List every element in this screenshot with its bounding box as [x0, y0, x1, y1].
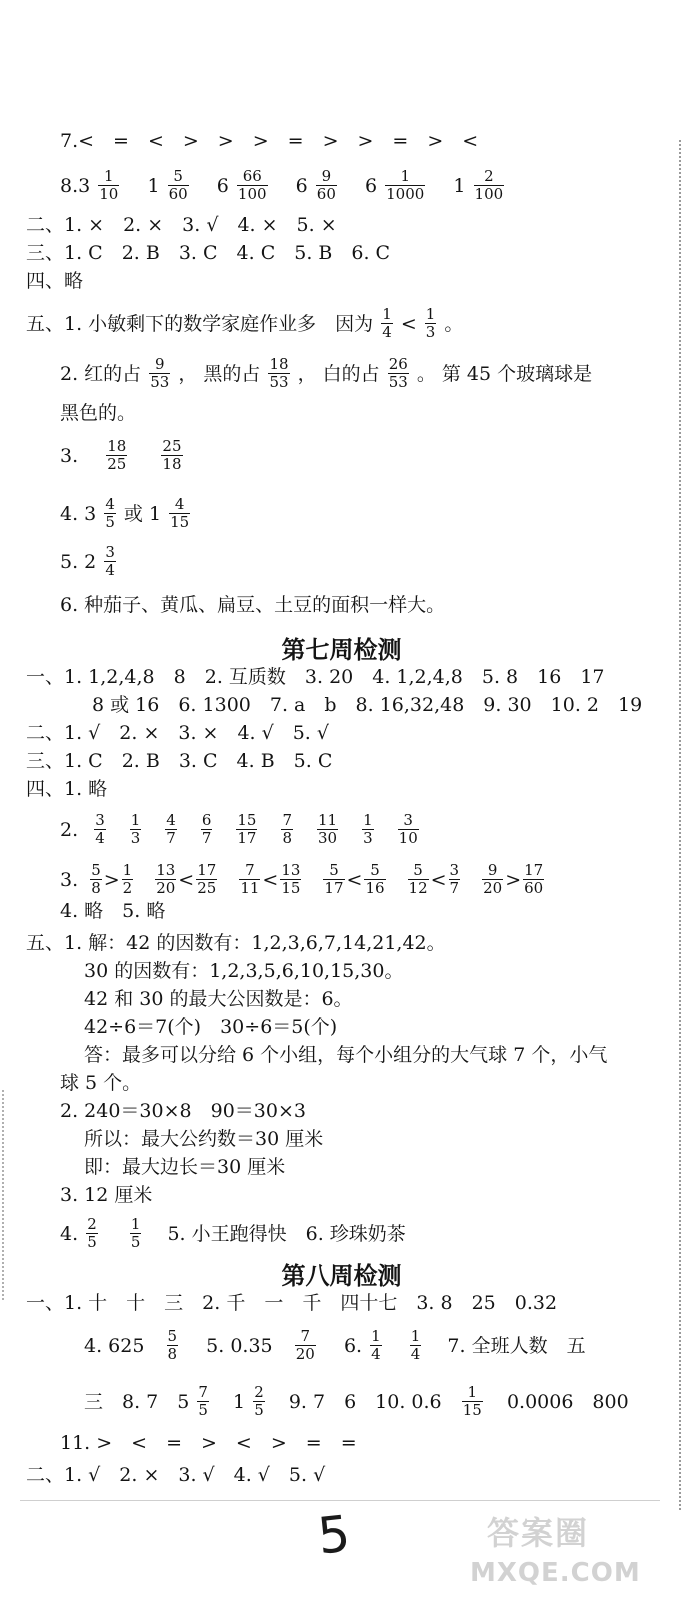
numerator: 5: [370, 861, 380, 879]
week7-title: 第七周检测: [281, 636, 402, 664]
comparison-sign: >: [103, 868, 120, 891]
answer-text: 8.3: [60, 174, 91, 197]
week8-title: 第八周检测: [281, 1262, 402, 1290]
watermark-logo: 答案圈: [487, 1514, 590, 1552]
fraction: [281, 812, 293, 847]
answer-text: ， 白的占: [297, 362, 380, 385]
fraction: $\frac{2}{5}$: [87, 1215, 97, 1251]
denominator: 60: [524, 879, 544, 897]
fraction: $\frac{25}{18}$: [162, 437, 182, 473]
answer-text: 42 和 30 的最大公因数是：6。: [84, 988, 353, 1010]
fraction: [90, 862, 102, 897]
fraction: $\frac{2}{5}$: [254, 1383, 264, 1419]
denominator: 25: [197, 879, 217, 897]
numerator: 15: [237, 811, 257, 829]
binding-edge-left: [2, 1090, 4, 1300]
denominator: 8: [282, 829, 293, 847]
denominator: 17: [324, 879, 344, 897]
answer-text: 答：最多可以分给 6 个小组，每个小组分的大气球 7 个，小气: [84, 1044, 608, 1066]
answer-text: 6: [216, 174, 229, 197]
denominator: 20: [483, 879, 503, 897]
comparison-sign: >: [505, 868, 522, 891]
numerator: 1: [363, 811, 373, 829]
answer-text: 1: [233, 1390, 246, 1413]
denominator: 3: [363, 829, 373, 847]
answer-text: 即：最大边长＝30 厘米: [84, 1156, 286, 1178]
answer-text: 1: [453, 174, 466, 197]
fraction: $\frac{1}{10}$: [99, 167, 119, 203]
answer-text: 5. 小王跑得快 6. 珍珠奶茶: [167, 1222, 406, 1245]
fraction: $\frac{1}{4}$: [371, 1327, 381, 1363]
fraction: [94, 812, 106, 847]
denominator: 7: [449, 879, 460, 897]
answer-text: 四、1. 略: [26, 778, 108, 800]
part-5-q3: [60, 438, 675, 473]
answer-text: 四、略: [26, 270, 84, 292]
fraction: $\frac{1}{5}$: [130, 1215, 141, 1251]
answer-text: 三、1. C 2. B 3. C 4. B 5. C: [26, 750, 333, 772]
fraction: $\frac{1}{15}$: [462, 1383, 482, 1419]
answer-text: 5. 2: [60, 550, 97, 573]
comparison-sign: <: [430, 868, 447, 891]
answer-text: 二、1. √ 2. × 3. × 4. √ 5. √: [26, 722, 329, 744]
week7-part1-line1: [26, 662, 675, 691]
numerator: 3: [449, 861, 460, 879]
answer-text: 2. 240＝30×8 90＝30×3: [60, 1100, 306, 1122]
fraction: $\frac{7}{5}$: [198, 1383, 208, 1419]
fraction: [122, 862, 134, 897]
fraction: [236, 812, 257, 847]
fraction: $\frac{4}{5}$: [105, 495, 115, 531]
week7-part5-q2: [60, 1096, 675, 1125]
numerator: 5: [91, 861, 101, 879]
fraction: $\frac{1}{1000}$: [386, 167, 425, 203]
part-5-q1: [26, 306, 675, 341]
week7-part5-q4: [60, 1216, 675, 1251]
answer-text: 6. 种茄子、黄瓜、扁豆、土豆的面积一样大。: [60, 594, 446, 616]
answer-text: 或 1: [123, 502, 162, 525]
answer-text: 五、1. 解：42 的因数有：1,2,3,6,7,14,21,42。: [26, 932, 446, 954]
week8-part1-line4: [60, 1428, 675, 1457]
fraction: [408, 862, 429, 897]
answer-text: 二、1. √ 2. × 3. √ 4. √ 5. √: [26, 1464, 326, 1486]
answer-text: 7. 全班人数 五: [447, 1334, 586, 1357]
week8-part1-line2: [84, 1328, 675, 1363]
fraction: [398, 812, 419, 847]
answer-text: 一、1. 1,2,4,8 8 2. 互质数 3. 20 4. 1,2,4,8 5. 8 16 17: [26, 666, 605, 688]
answer-line-7: [60, 126, 675, 155]
comparison-sign: <: [400, 312, 417, 335]
fraction: [280, 862, 301, 897]
answer-text: 1: [147, 174, 160, 197]
answer-text: 6.: [343, 1334, 363, 1357]
week7-part5-q1-line5: [84, 1040, 675, 1069]
denominator: 12: [408, 879, 428, 897]
numerator: 7: [282, 811, 293, 829]
fraction: [196, 862, 217, 897]
answer-text: 30 的因数有：1,2,3,5,6,10,15,30。: [84, 960, 404, 982]
denominator: 16: [365, 879, 385, 897]
fraction: [523, 862, 544, 897]
answer-text: 4. 625: [84, 1334, 145, 1357]
numerator: 17: [197, 861, 217, 879]
fraction: $\frac{3}{4}$: [105, 543, 115, 579]
fraction: [155, 862, 176, 897]
week8-part1-line3: [84, 1384, 675, 1419]
denominator: 30: [318, 829, 338, 847]
week7-part5-q2-line2: [84, 1124, 675, 1153]
denominator: 7: [201, 829, 212, 847]
watermark-url: MXQE.COM: [470, 1558, 641, 1588]
fraction: [201, 812, 213, 847]
answer-text: 4. 3: [60, 502, 97, 525]
week7-part5-q1-line3: [84, 984, 675, 1013]
answer-text: 6: [295, 174, 308, 197]
part-5-q2: [60, 356, 675, 391]
fraction: $\frac{9}{60}$: [316, 167, 336, 203]
fraction: $\frac{4}{15}$: [170, 495, 190, 531]
part-5-q2-cont: [60, 398, 675, 427]
binding-edge-right: [679, 140, 681, 1510]
week7-part3: [26, 746, 675, 775]
week7-part5-q2-line3: [84, 1152, 675, 1181]
fraction: $\frac{1}{4}$: [410, 1327, 421, 1363]
denominator: 7: [166, 829, 176, 847]
week7-part4-q1: [26, 774, 675, 803]
answer-text: 所以：最大公约数＝30 厘米: [84, 1128, 324, 1150]
fraction: $\frac{18}{25}$: [107, 437, 127, 473]
numerator: 1: [122, 861, 133, 879]
numerator: 9: [487, 861, 498, 879]
fraction: $\frac{9}{53}$: [150, 355, 170, 391]
answer-text: 7.< = < > > > = > > = > <: [60, 130, 479, 152]
numerator: 11: [318, 811, 338, 829]
answer-text: 三、1. C 2. B 3. C 4. C 5. B 6. C: [26, 242, 391, 264]
numerator: 4: [166, 811, 176, 829]
fraction: [239, 862, 260, 897]
fraction: [449, 862, 461, 897]
fraction: $\frac{1}{4}$: [382, 305, 392, 341]
answer-text: 。: [444, 312, 464, 335]
answer-text: 三 8. 7 5: [84, 1390, 190, 1413]
answer-text: 。 第 45 个玻璃球是: [416, 362, 593, 385]
answer-text: 8 或 16 6. 1300 7. a b 8. 16,32,48 9. 30 10. 2 19: [92, 694, 643, 716]
fraction: $\frac{5}{8}$: [167, 1327, 178, 1363]
numerator: 6: [201, 811, 212, 829]
denominator: 3: [130, 829, 141, 847]
fraction: [362, 812, 374, 847]
fraction: $\frac{1}{3}$: [425, 305, 436, 341]
answer-text: ， 黑的占: [178, 362, 261, 385]
denominator: 15: [281, 879, 301, 897]
part-5-q6: [60, 590, 675, 619]
week7-part5-q1-line4: [84, 1012, 675, 1041]
numerator: 17: [524, 861, 544, 879]
week7-part4-q3: [60, 862, 675, 897]
numerator: 7: [245, 861, 255, 879]
fraction: [323, 862, 344, 897]
answer-text: 2.: [60, 818, 79, 841]
comparison-sign: <: [346, 868, 363, 891]
answer-text: 3.: [60, 868, 79, 891]
denominator: 4: [95, 829, 105, 847]
answer-text: 4.: [60, 1222, 79, 1245]
answer-text: 42÷6＝7(个) 30÷6＝5(个): [84, 1016, 338, 1038]
denominator: 17: [237, 829, 257, 847]
numerator: 13: [156, 861, 176, 879]
fraction: $\frac{7}{20}$: [295, 1327, 315, 1363]
answer-line-8: [60, 168, 675, 203]
numerator: 5: [413, 861, 423, 879]
comparison-sign: <: [178, 868, 195, 891]
part-2-answers: [26, 210, 675, 239]
week7-part5-q1: [26, 928, 675, 957]
week7-part1-line2: [92, 690, 675, 719]
bottom-divider: [20, 1500, 660, 1501]
answer-text: 4. 略 5. 略: [60, 900, 166, 922]
week7-part5-q3: [60, 1180, 675, 1209]
week7-part4-q4: [60, 896, 675, 925]
answer-text: 二、1. × 2. × 3. √ 4. × 5. ×: [26, 214, 337, 236]
week8-part1-line1: [26, 1288, 675, 1317]
page-number: 5: [315, 1504, 353, 1566]
answer-text: 五、1. 小敏剩下的数学家庭作业多 因为: [26, 312, 374, 335]
numerator: 5: [329, 861, 339, 879]
answer-text: 3.: [60, 444, 79, 467]
answer-text: 0.0006 800: [506, 1390, 629, 1413]
denominator: 11: [240, 879, 260, 897]
week7-part4-q2: [60, 812, 675, 847]
fraction: [165, 812, 177, 847]
answer-text: 6: [364, 174, 378, 197]
fraction: [317, 812, 338, 847]
fraction: $\frac{66}{100}$: [237, 167, 267, 203]
answer-text: 9. 7 6 10. 0.6: [288, 1390, 442, 1413]
part-5-q4: [60, 496, 675, 531]
answer-text: 3. 12 厘米: [60, 1184, 153, 1206]
denominator: 10: [398, 829, 418, 847]
denominator: 8: [91, 879, 101, 897]
fraction: $\frac{5}{60}$: [168, 167, 188, 203]
part-4-answers: [26, 266, 675, 295]
denominator: 2: [122, 879, 133, 897]
numerator: 1: [130, 811, 141, 829]
week7-part5-q1-line2: [84, 956, 675, 985]
answer-text: 2. 红的占: [60, 362, 142, 385]
fraction: [130, 812, 142, 847]
part-3-answers: [26, 238, 675, 267]
numerator: 3: [403, 811, 413, 829]
numerator: 3: [95, 811, 105, 829]
answer-text: 黑色的。: [60, 402, 137, 424]
fraction: $\frac{2}{100}$: [474, 167, 504, 203]
fraction: [364, 862, 385, 897]
denominator: 20: [156, 879, 176, 897]
week7-part2: [26, 718, 675, 747]
fraction: $\frac{18}{53}$: [269, 355, 289, 391]
fraction: $\frac{26}{53}$: [388, 355, 408, 391]
week7-part5-q1-line6: [60, 1068, 675, 1097]
answer-text: 5. 0.35: [206, 1334, 273, 1357]
answer-text: 11. > < = > < > = =: [60, 1432, 357, 1454]
fraction: [482, 862, 503, 897]
week8-part2: [26, 1460, 675, 1489]
answer-text: 一、1. 十 十 三 2. 千 一 千 四十七 3. 8 25 0.32: [26, 1292, 558, 1314]
answer-text: 球 5 个。: [60, 1072, 142, 1094]
numerator: 13: [281, 861, 301, 879]
comparison-sign: <: [262, 868, 279, 891]
part-5-q5: [60, 544, 675, 579]
